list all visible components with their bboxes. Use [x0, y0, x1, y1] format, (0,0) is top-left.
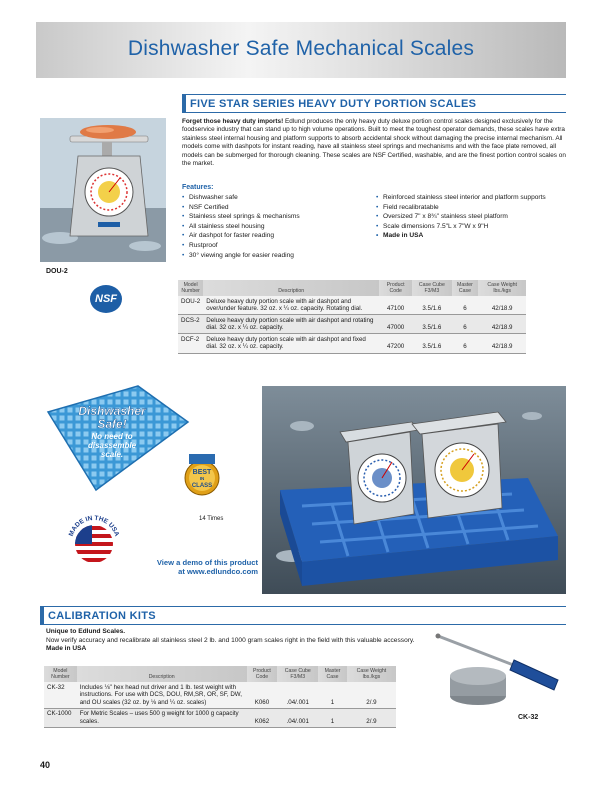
calibration-spec-table — [44, 666, 396, 728]
col-header-master-case: Master Case — [452, 280, 479, 296]
feature-item: • Scale dimensions 7.5"L x 7"W x 9"H — [376, 222, 556, 232]
col-header-case-cube: Case Cube F3/M3 — [277, 666, 318, 682]
cell-description: Includes ⅛" hex head nut driver and 1 lb. test weight with instructions. For use with DCS, DOU, RM,SR, OR, SF, DW, and OU scales (32 oz. by ⅛ and ¼ oz. scales) — [77, 682, 247, 708]
basket-text-line3: No need to — [91, 432, 133, 441]
basket-text-line4: disassemble — [87, 441, 137, 450]
five-star-heading — [182, 94, 566, 113]
cell-description: For Metric Scales – uses 500 g weight for 1000 g capacity scales. — [77, 708, 247, 727]
cell-case-cube: 3.5/1.6 — [412, 315, 451, 334]
cell-product-code: 47100 — [379, 296, 412, 315]
cell-case-weight: 42/18.9 — [478, 334, 526, 353]
features-list-right — [376, 193, 556, 241]
calibration-line2: Now verify accuracy and recalibrate all stainless steel 2 lb. and 1000 gram scales right in the field with this valuable accessory. — [46, 636, 415, 644]
table-header-row — [178, 280, 526, 296]
cell-master-case: 6 — [452, 334, 479, 353]
col-header-product-code: Product Code — [379, 280, 412, 296]
basket-text-line2: Safe! — [97, 417, 127, 431]
feature-item: • Stainless steel springs & mechanisms — [182, 212, 367, 222]
ck32-kit-photo — [430, 630, 570, 720]
best-badge-mid: IN — [199, 476, 205, 481]
demo-callout — [128, 558, 258, 576]
table-row — [178, 315, 526, 334]
features-title: Features: — [182, 184, 214, 191]
col-header-description: Description — [203, 280, 379, 296]
feature-item: • Field recalibratable — [376, 203, 556, 213]
scales-in-rack-photo — [262, 386, 566, 594]
nsf-logo-icon: NSF — [90, 285, 122, 313]
calibration-line3: Made in USA — [46, 645, 87, 653]
feature-item-made-in-usa: • Made in USA — [376, 231, 556, 241]
cell-description: Deluxe heavy duty portion scale with air dashpot and over/under feature. 32 oz. x ¼ oz. capacity. Rotating dial. — [203, 296, 379, 315]
cell-case-weight: 2/.9 — [347, 708, 396, 727]
cell-case-cube: 3.5/1.6 — [412, 334, 451, 353]
dishwasher-basket-art — [42, 382, 192, 494]
cell-master-case: 6 — [452, 315, 479, 334]
col-header-case-weight: Case Weight lbs./kgs — [478, 280, 526, 296]
ck32-photo-caption: CK-32 — [518, 714, 539, 721]
col-header-model: Model Number — [178, 280, 203, 296]
best-in-class-badge-icon — [183, 452, 221, 502]
cell-master-case: 1 — [318, 682, 347, 708]
five-star-description — [182, 118, 566, 168]
five-star-lead: Forget those heavy duty imports! — [182, 118, 284, 125]
cell-master-case: 1 — [318, 708, 347, 727]
demo-line2[interactable]: at www.edlundco.com — [178, 567, 258, 576]
dou2-scale-photo — [40, 118, 166, 262]
cell-model: DCF-2 — [178, 334, 203, 353]
feature-item: • Reinforced stainless steel interior and platform supports — [376, 193, 556, 203]
cell-model: CK-32 — [44, 682, 77, 708]
features-list-left — [182, 193, 367, 260]
five-star-heading-text: FIVE STAR SERIES HEAVY DUTY PORTION SCALES — [190, 98, 477, 110]
page-number: 40 — [40, 760, 51, 770]
feature-item: • Rustproof — [182, 241, 367, 251]
five-star-body: Edlund produces the only heavy duty deluxe portion control scales designed exclusively for the foodservice industry that can stand up to high volume operations. Built to meet the toughest operator demands, these scales have extra stainless steel internal housing and platform supports to absorb accidental shock without damaging the precise internal mechanism. All models come with dashpots for instant reading, have all stainless steel springs and mechanisms and with the face plate removed, all models can be submerged for thorough cleaning. These scales are NSF Certified, washable, and are the finest portion control scales on the market. — [182, 118, 566, 168]
feature-item: • 30° viewing angle for easier reading — [182, 251, 367, 261]
title-banner — [36, 22, 566, 78]
col-header-master-case: Master Case — [318, 666, 347, 682]
cell-description: Deluxe heavy duty portion scale with air dashpot and fixed dial. 32 oz. x ¼ oz. capacity. — [203, 334, 379, 353]
cell-master-case: 6 — [452, 296, 479, 315]
col-header-description: Description — [77, 666, 247, 682]
col-header-case-weight: Case Weight lbs./kgs — [347, 666, 396, 682]
five-star-spec-table — [178, 280, 526, 354]
cell-case-cube: .04/.001 — [277, 708, 318, 727]
demo-line1: View a demo of this product — [156, 558, 258, 567]
table-row — [178, 296, 526, 315]
dou2-photo-caption: DOU-2 — [46, 268, 68, 275]
feature-item: • NSF Certified — [182, 203, 367, 213]
col-header-case-cube: Case Cube F3/M3 — [412, 280, 451, 296]
feature-item: • Dishwasher safe — [182, 193, 367, 203]
made-in-usa-badge-icon — [68, 514, 120, 566]
feature-item: • Oversized 7" x 8¾" stainless steel platform — [376, 212, 556, 222]
best-badge-bottom: CLASS — [191, 483, 213, 489]
usa-badge-text: MADE IN THE USA — [68, 514, 120, 538]
page-title: Dishwasher Safe Mechanical Scales — [127, 37, 475, 60]
col-header-model: Model Number — [44, 666, 77, 682]
calibration-heading — [40, 606, 566, 625]
cell-case-weight: 42/18.9 — [478, 296, 526, 315]
feature-item: • Air dashpot for faster reading — [182, 231, 367, 241]
basket-text-line5: scale. — [100, 450, 124, 459]
cell-product-code: 47200 — [379, 334, 412, 353]
cell-product-code: K060 — [247, 682, 278, 708]
calibration-intro — [46, 628, 446, 654]
best-badge-caption: 14 Times — [199, 516, 224, 522]
table-row — [44, 708, 396, 727]
cell-case-weight: 2/.9 — [347, 682, 396, 708]
cell-product-code: K062 — [247, 708, 278, 727]
best-badge-top: BEST — [192, 469, 212, 476]
calibration-heading-text: CALIBRATION KITS — [48, 610, 156, 622]
feature-item: • All stainless steel housing — [182, 222, 367, 232]
cell-case-weight: 42/18.9 — [478, 315, 526, 334]
table-row — [178, 334, 526, 353]
cell-product-code: 47000 — [379, 315, 412, 334]
col-header-product-code: Product Code — [247, 666, 278, 682]
cell-description: Deluxe heavy duty portion scale with air dashpot and rotating dial. 32 oz. x ¼ oz. capacity. — [203, 315, 379, 334]
table-row — [44, 682, 396, 708]
cell-model: DOU-2 — [178, 296, 203, 315]
cell-case-cube: .04/.001 — [277, 682, 318, 708]
cell-model: DCS-2 — [178, 315, 203, 334]
cell-case-cube: 3.5/1.6 — [412, 296, 451, 315]
calibration-line1: Unique to Edlund Scales. — [46, 628, 126, 635]
table-header-row — [44, 666, 396, 682]
cell-model: CK-1000 — [44, 708, 77, 727]
basket-text-line1: Dishwasher — [78, 404, 146, 418]
